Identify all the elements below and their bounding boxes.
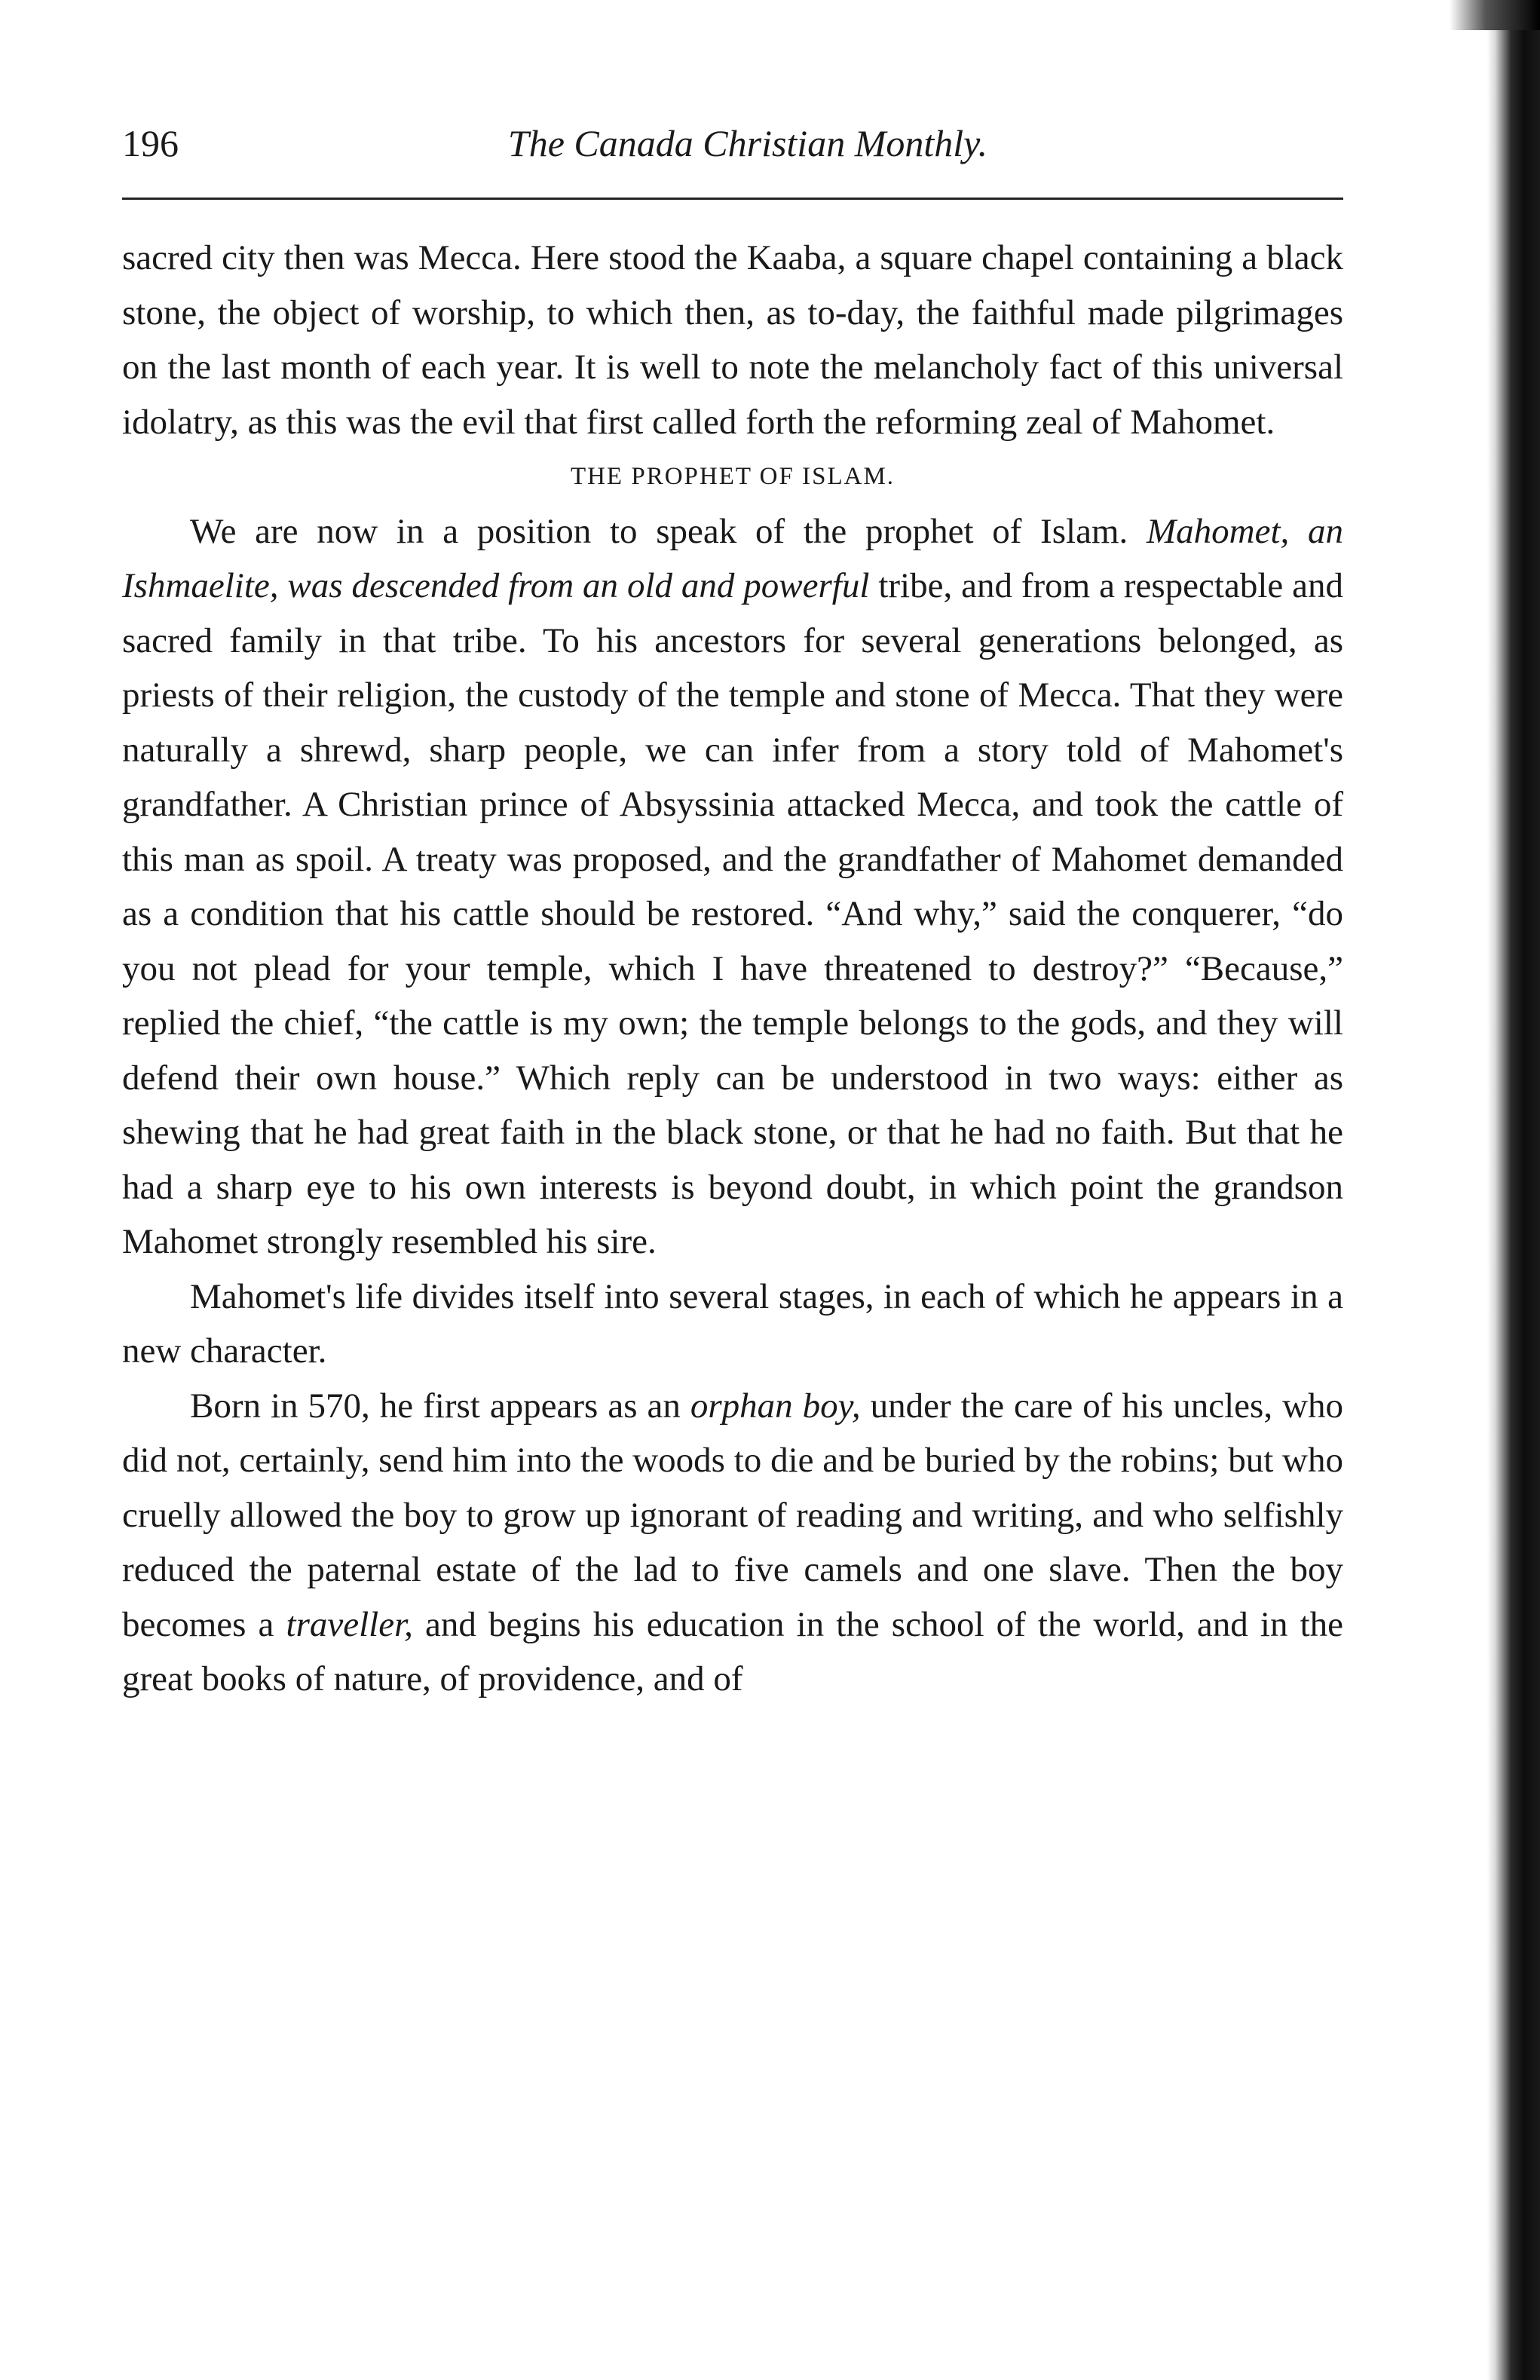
body-text <box>122 231 1343 1707</box>
paragraph-4-middle: under the care of his uncles, who did not, certainly, send him into the woods to die and be buried by the robins; but who cruelly allowed the boy to grow up ignorant of reading and writing, and who selfishly reduced the paternal estate of the lad to five camels and one slave. Then the boy becomes a <box>122 1386 1344 1644</box>
paragraph-3: Mahomet's life divides itself into several stages, in each of which he appears in a new character. <box>122 1276 1343 1371</box>
paragraph-2-italic: Mahomet, an Ishmaelite, was descended from an old and powerful <box>122 511 1343 605</box>
scan-edge-top-shadow <box>1450 0 1540 30</box>
running-title: The Canada Christian Monthly. <box>507 122 988 164</box>
scan-edge-shadow <box>1487 0 1540 2380</box>
header-rule <box>122 198 1343 200</box>
paragraph-4 <box>122 1379 1343 1707</box>
page-header <box>122 113 1343 173</box>
paragraph-4-end: and begins his education in the school of the world, and in the great books of nature, of providence, and of <box>122 1604 1343 1698</box>
paragraph-2-rest: tribe, and from a respectable and sacred family in that tribe. To his ancestors for several generations belonged, as priests of their religion, the custody of the temple and stone of Mecca. That they were naturally a shrewd, sharp people, we can infer from a story told of Mahomet's grandfather. A Christian prince of Absyssinia attacked Mecca, and took the cattle of this man as spoil. A treaty was proposed, and the grandfather of Mahomet demanded as a condition that his cattle should be restored. “And why,” said the conquerer, “do you not plead for your temple, which I have threatened to destroy?” “Because,” replied the chief, “the cattle is my own; the temple belongs to the gods, and they will defend their own house.” Which reply can be understood in two ways: either as shewing that he had great faith in the black stone, or that he had no faith. But that he had a sharp eye to his own interests is beyond doubt, in which point the grandson Mahomet strongly resembled his sire. <box>122 566 1344 1261</box>
paragraph-1: sacred city then was Mecca. Here stood the Kaaba, a square chapel containing a black stone, the object of worship, to which then, as to-day, the faithful made pilgrimages on the last month of each year. It is well to note the melancholy fact of this universal idolatry, as this was the evil that first called forth the reforming zeal of Mahomet. <box>122 238 1343 442</box>
section-heading: THE PROPHET OF ISLAM. <box>570 463 896 490</box>
paragraph-2 <box>122 504 1343 1270</box>
paragraph-4-italic-orphan: orphan boy, <box>690 1386 861 1426</box>
paragraph-4-italic-traveller: traveller, <box>286 1604 413 1644</box>
paragraph-2-start: We are now in a position to speak of the prophet of Islam. <box>190 511 1147 551</box>
paragraph-4-start: Born in 570, he first appears as an <box>190 1386 690 1426</box>
page-number: 196 <box>122 122 179 164</box>
